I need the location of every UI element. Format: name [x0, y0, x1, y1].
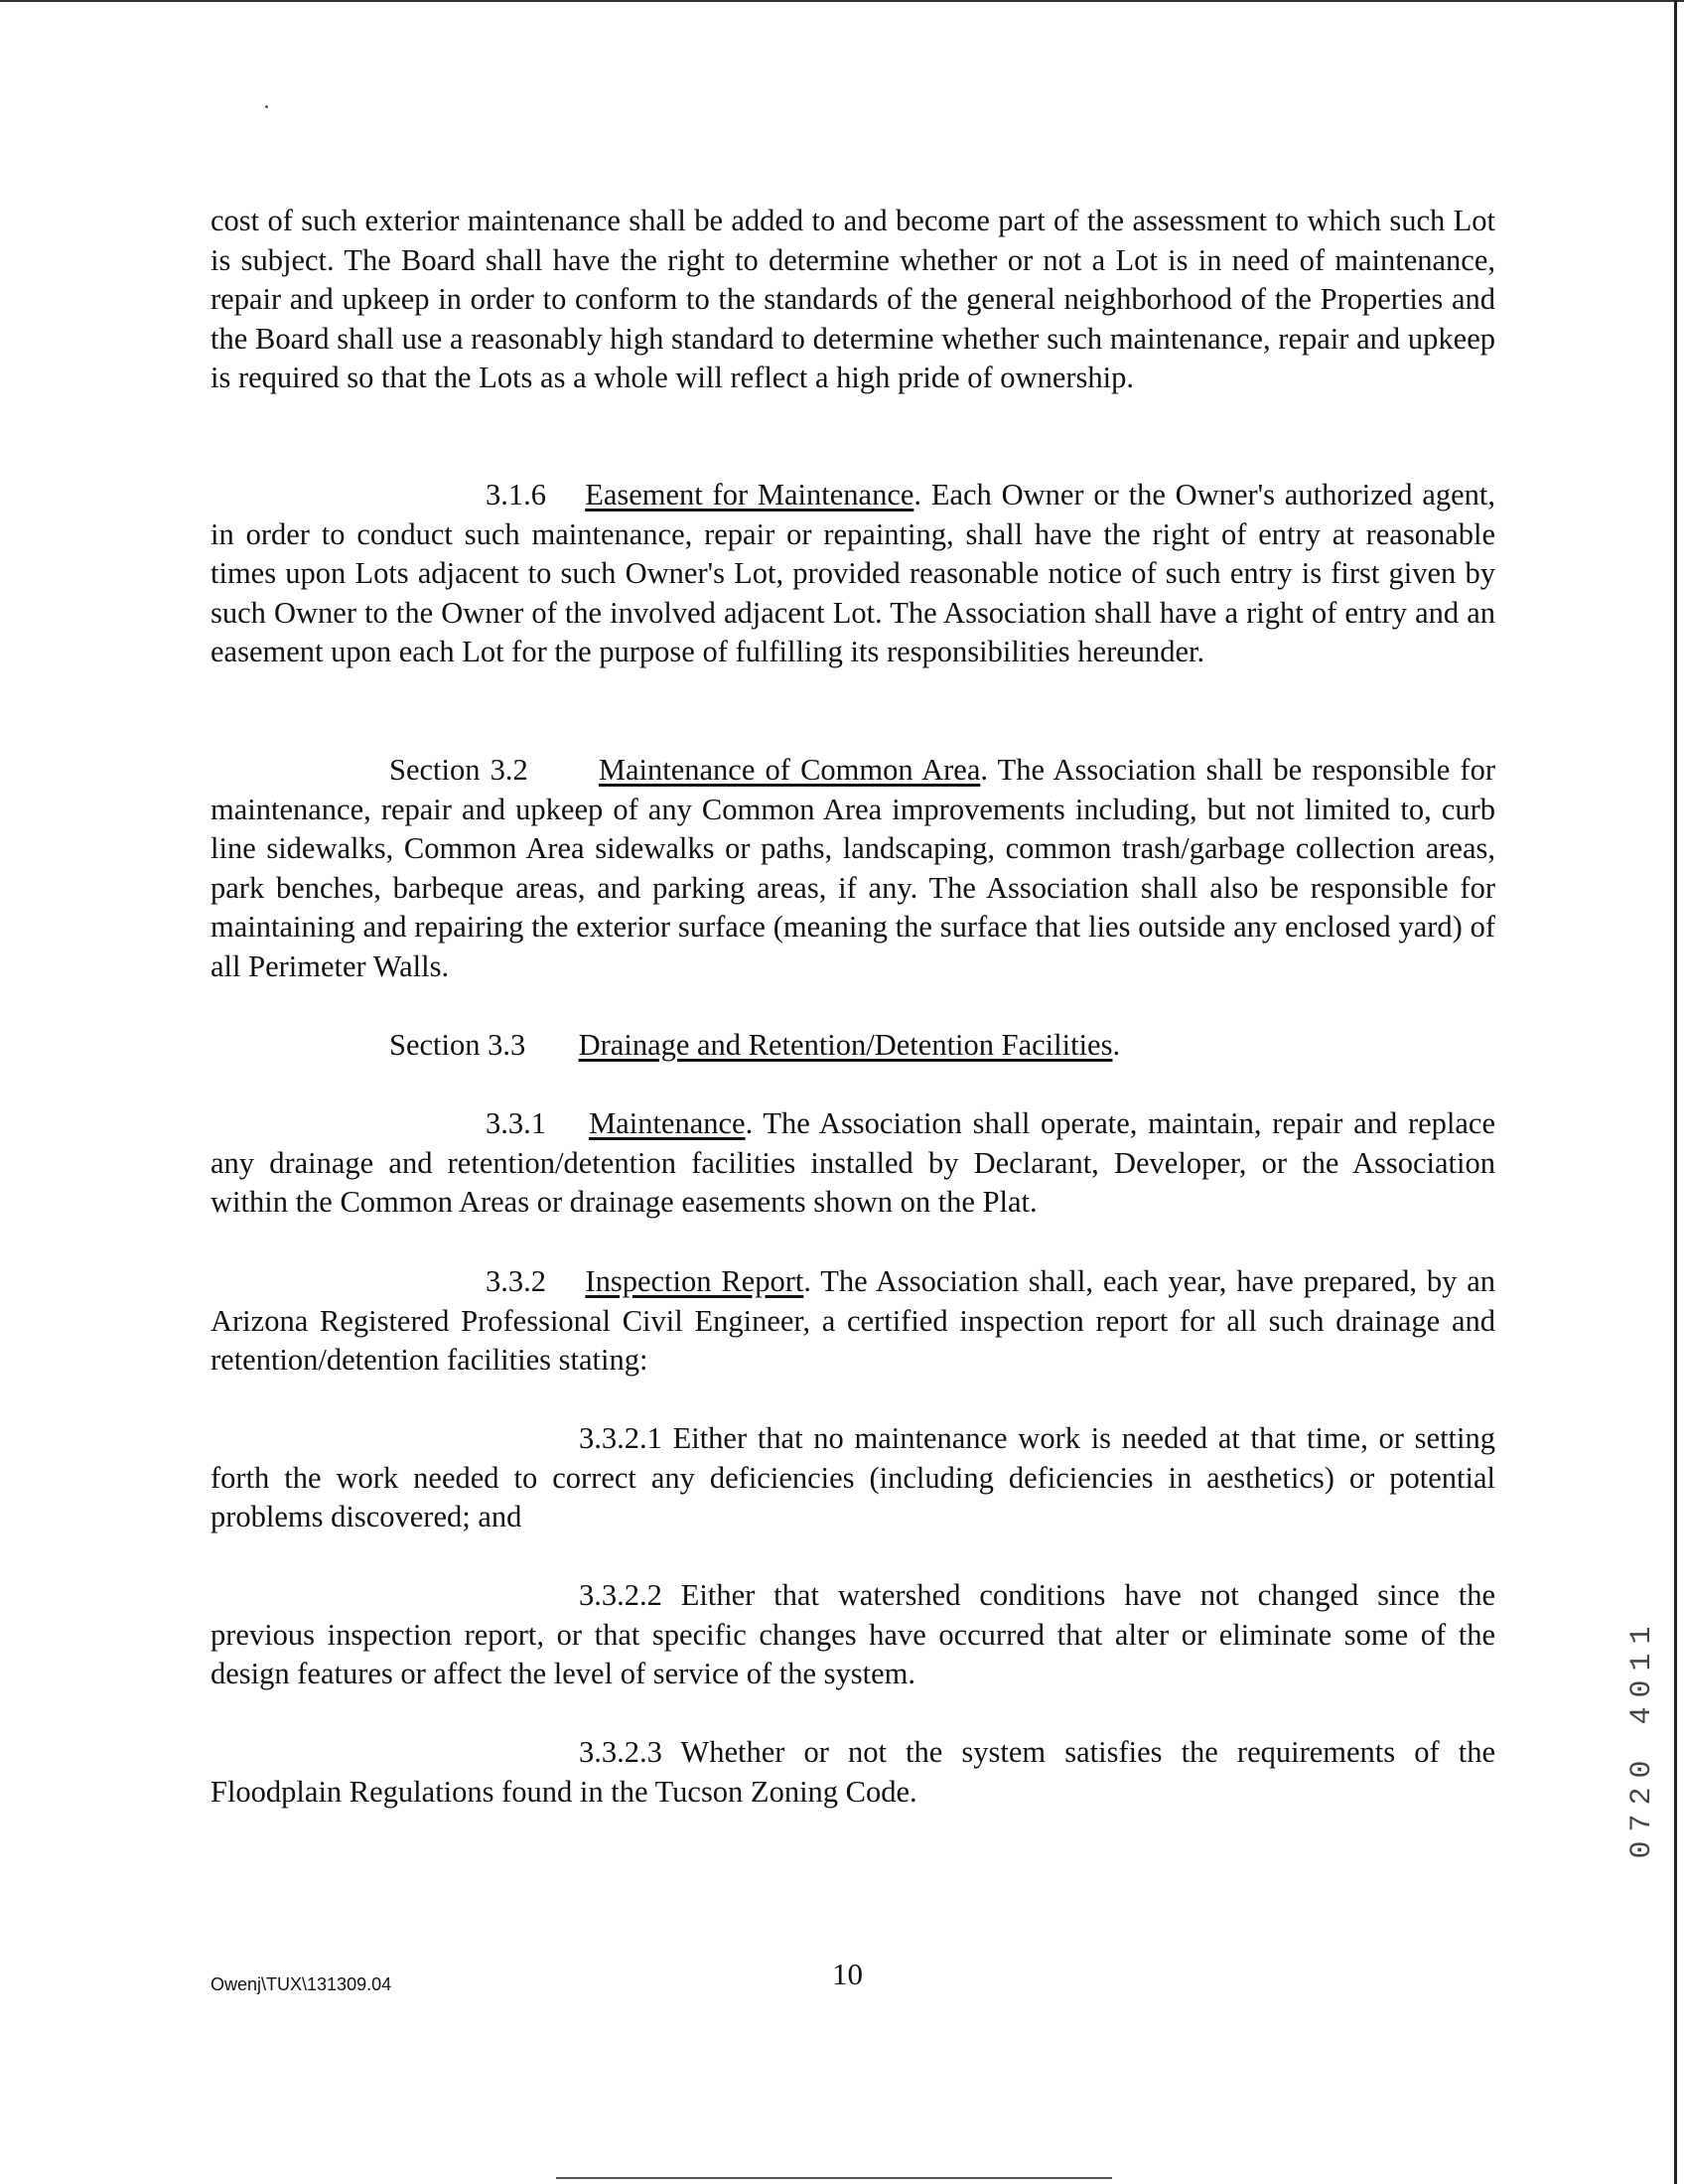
section-3-1-6 [210, 476, 1495, 672]
section-number: 3.3.1 [486, 1106, 546, 1140]
recording-stamp [1620, 1569, 1664, 1907]
section-3-2 [210, 751, 1495, 986]
section-3-3-2 [210, 1262, 1495, 1381]
recording-stamp-text: 0720 4011 [1625, 1617, 1659, 1859]
subsection-text: 3.3.2.2 Either that watershed conditions have not changed since the previous inspection report, or that specific changes have occurred that alter or eliminate some of the design features or affect the level of service of the system. [210, 1578, 1495, 1690]
section-title: Drainage and Retention/Detention Facilities [578, 1028, 1113, 1062]
page-top-edge [0, 0, 1684, 2]
section-3-3-2-1 [210, 1419, 1495, 1537]
section-title-period: . [1112, 1028, 1121, 1062]
section-body: . The Association shall operate, maintain, repair and replace any drainage and retention/detention facilities installed by Declarant, Developer, or the Association within the Common Areas or drainage easements shown on the Plat. [210, 1106, 1495, 1219]
section-title: Inspection Report [585, 1264, 804, 1298]
file-reference: Owenj\TUX\131309.04 [210, 1974, 392, 1994]
section-3-3-2-3 [210, 1733, 1495, 1812]
section-body: . The Association shall, each year, have prepared, by an Arizona Registered Professional Civil Engineer, a certified inspection report for all such drainage and retention/detention facilities stating: [210, 1264, 1495, 1377]
section-3-3-2-2 [210, 1576, 1495, 1694]
paragraph-text: cost of such exterior maintenance shall be added to and become part of the assessment to which such Lot is subject. The Board shall have the right to determine whether or not a Lot is in need of maintenance, repair and upkeep in order to conform to the standards of the general neighborhood of the Properties and the Board shall use a reasonably high standard to determine whether such maintenance, repair and upkeep is required so that the Lots as a whole will reflect a high pride of ownership. [210, 204, 1495, 394]
section-body: . The Association shall be responsible for maintenance, repair and upkeep of any Common Area improvements including, but not limited to, curb line sidewalks, Common Area sidewalks or paths, landscaping, common trash/garbage collection areas, park benches, barbeque areas, and parking areas, if any. The Association shall also be responsible for maintaining and repairing the exterior surface (meaning the surface that lies outside any enclosed yard) of all Perimeter Walls. [210, 753, 1495, 983]
section-number: Section 3.2 [389, 753, 528, 787]
section-title: Maintenance of Common Area [598, 753, 981, 787]
section-3-3-1 [210, 1104, 1495, 1223]
paragraph-continuation [210, 202, 1495, 398]
section-number: 3.1.6 [486, 478, 546, 511]
section-number: 3.3.2 [486, 1264, 546, 1298]
section-number: Section 3.3 [389, 1028, 526, 1062]
bottom-edge-line [556, 2177, 1112, 2179]
page-right-edge [1674, 0, 1677, 2184]
scan-speck [265, 105, 268, 108]
section-body: . Each Owner or the Owner's authorized agent, in order to conduct such maintenance, repair or repainting, shall have the right of entry at reasonable times upon Lots adjacent to such Owner's Lot, provided reasonable notice of such entry is first given by such Owner to the Owner of the involved adjacent Lot. The Association shall have a right of entry and an easement upon each Lot for the purpose of fulfilling its responsibilities hereunder. [210, 478, 1495, 668]
page-number: 10 [832, 1957, 863, 1991]
section-3-3-heading [389, 1026, 1120, 1066]
subsection-text: 3.3.2.3 Whether or not the system satisfies the requirements of the Floodplain Regulations found in the Tucson Zoning Code. [210, 1735, 1495, 1809]
section-title: Maintenance [589, 1106, 746, 1140]
subsection-text: 3.3.2.1 Either that no maintenance work is needed at that time, or setting forth the work needed to correct any deficiencies (including deficiencies in aesthetics) or potential problems discovered; and [210, 1421, 1495, 1533]
section-title: Easement for Maintenance [585, 478, 914, 511]
